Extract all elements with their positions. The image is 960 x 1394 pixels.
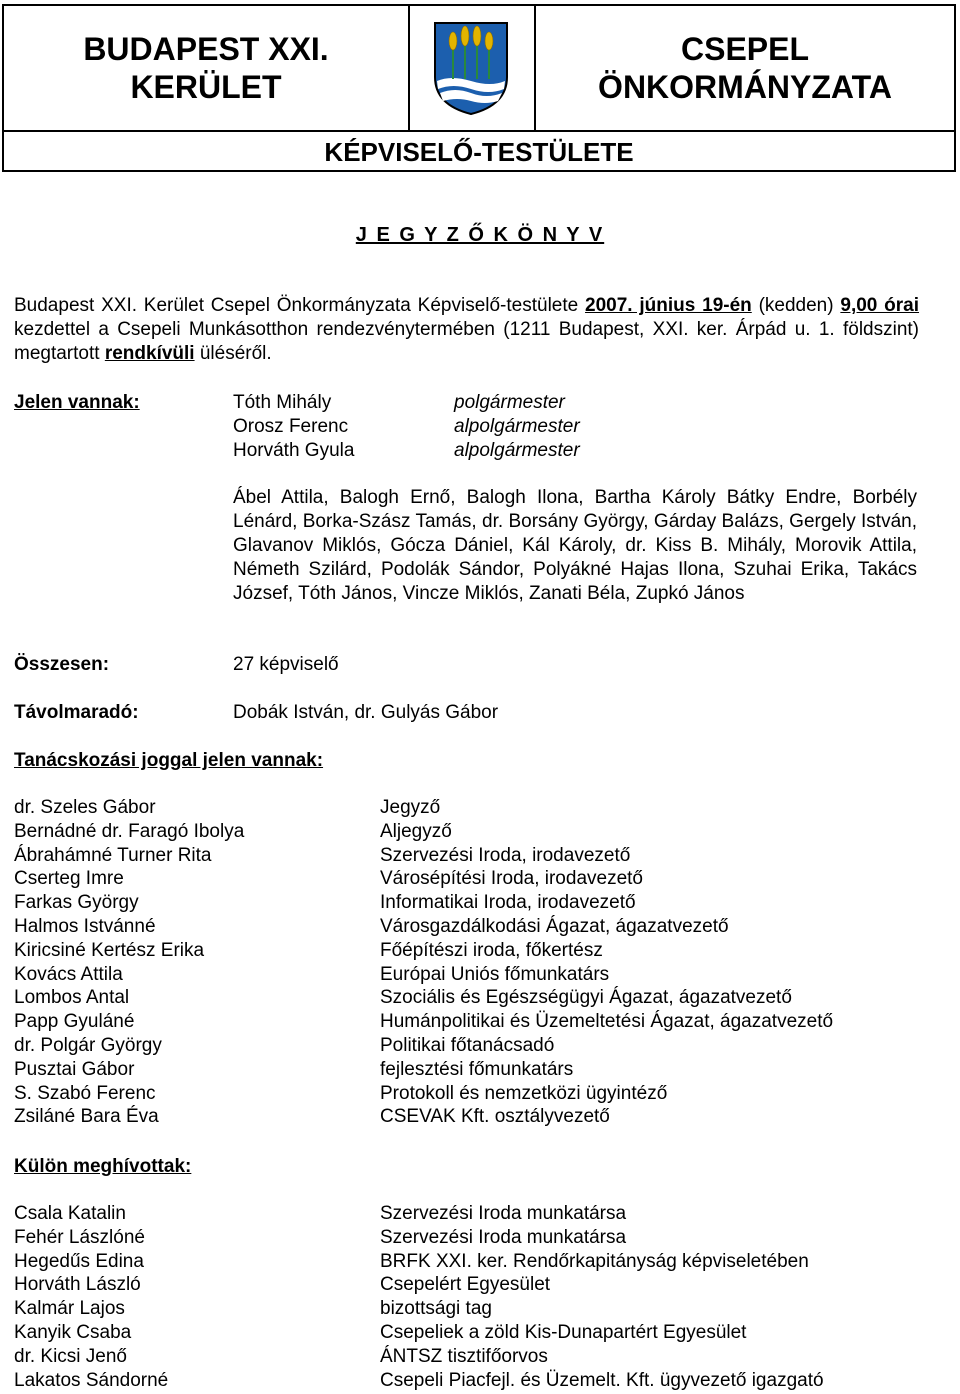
body-name: KÉPVISELŐ-TESTÜLETE xyxy=(4,130,954,172)
invited-name: Horváth László xyxy=(14,1274,141,1296)
advisory-role: Politikai főtanácsadó xyxy=(380,1034,555,1056)
advisory-role: Városépítési Iroda, irodavezető xyxy=(380,868,643,890)
advisory-name: Pusztai Gábor xyxy=(14,1058,135,1080)
advisory-role: Szervezési Iroda, irodavezető xyxy=(380,844,631,866)
advisory-role: Jegyző xyxy=(380,797,441,818)
invited-role: Csepeli Piacfejl. és Üzemelt. Kft. ügyvezető igazgató xyxy=(380,1369,824,1391)
invited-role: Szervezési Iroda munkatársa xyxy=(380,1226,627,1248)
letterhead xyxy=(2,4,956,172)
advisory-name: dr. Polgár György xyxy=(14,1034,162,1056)
advisory-name: Lombos Antal xyxy=(14,987,130,1009)
advisory-name: Kovács Attila xyxy=(14,963,123,985)
advisory-name: Papp Gyuláné xyxy=(14,1011,135,1033)
invited-role: Csepelért Egyesület xyxy=(380,1274,551,1296)
district-name: BUDAPEST XXI. KERÜLET xyxy=(4,6,410,130)
advisory-name: Zsiláné Bara Éva xyxy=(14,1106,159,1128)
leader-role: polgármester xyxy=(454,392,565,413)
leader-role: alpolgármester xyxy=(454,415,580,437)
advisory-role: Városgazdálkodási Ágazat, ágazatvezető xyxy=(380,915,729,937)
advisory-role: Informatikai Iroda, irodavezető xyxy=(380,892,636,914)
advisory-role: Humánpolitikai és Üzemeltetési Ágazat, ágazatvezető xyxy=(380,1011,834,1033)
leader-name: Tóth Mihály xyxy=(233,392,332,413)
intro-paragraph xyxy=(14,294,919,366)
advisory-roles xyxy=(380,796,833,1129)
invited-name: Lakatos Sándorné xyxy=(14,1369,169,1391)
invited-name: dr. Kicsi Jenő xyxy=(14,1345,127,1367)
advisory-name: dr. Szeles Gábor xyxy=(14,797,156,818)
advisory-role: Aljegyző xyxy=(380,820,452,842)
intro-text-2: (kedden) xyxy=(751,295,841,316)
invited-role: BRFK XXI. ker. Rendőrkapitányság képviseletében xyxy=(380,1250,809,1272)
advisory-role: Szociális és Egészségügyi Ágazat, ágazatvezető xyxy=(380,987,792,1009)
invited-name: Csala Katalin xyxy=(14,1203,126,1224)
advisory-name: S. Szabó Ferenc xyxy=(14,1082,156,1104)
absent-value: Dobák István, dr. Gulyás Gábor xyxy=(233,702,499,723)
crest-icon xyxy=(431,19,511,117)
invited-role: Csepeliek a zöld Kis-Dunapartért Egyesület xyxy=(380,1321,747,1343)
advisory-name: Cserteg Imre xyxy=(14,868,124,890)
invited-names xyxy=(14,1202,168,1392)
leaders-roles xyxy=(454,391,580,462)
coat-of-arms xyxy=(408,6,536,130)
advisory-name: Kiricsiné Kertész Erika xyxy=(14,939,205,961)
advisory-name: Farkas György xyxy=(14,892,139,914)
present-label: Jelen vannak: xyxy=(14,392,140,413)
invited-role: Szervezési Iroda munkatársa xyxy=(380,1203,627,1224)
meeting-kind: rendkívüli xyxy=(104,343,195,364)
document-title: J E G Y Z Ő K Ö N Y V xyxy=(355,224,605,246)
intro-text-3: kezdettel a Csepeli Munkásotthon rendezvénytermében (1211 Budapest, XXI. ker. Árpád u. 1. földszint) megtartott xyxy=(14,319,919,364)
leader-role: alpolgármester xyxy=(454,439,580,461)
advisory-role: fejlesztési főmunkatárs xyxy=(380,1058,574,1080)
meeting-date: 2007. június 19-én xyxy=(585,295,752,316)
advisory-name: Ábrahámné Turner Rita xyxy=(14,844,212,866)
advisory-role: CSEVAK Kft. osztályvezető xyxy=(380,1106,610,1128)
advisory-names xyxy=(14,796,244,1129)
meeting-time: 9,00 órai xyxy=(840,295,920,316)
invited-name: Kalmár Lajos xyxy=(14,1298,125,1320)
invited-name: Hegedűs Edina xyxy=(14,1250,144,1272)
advisory-name: Halmos Istvánné xyxy=(14,915,156,937)
advisory-label: Tanácskozási joggal jelen vannak: xyxy=(14,750,324,771)
leaders-names xyxy=(233,391,354,462)
invited-role: bizottsági tag xyxy=(380,1298,492,1320)
total-label: Összesen: xyxy=(14,654,110,675)
invited-name: Fehér Lászlóné xyxy=(14,1226,145,1248)
advisory-role: Főépítészi iroda, főkertész xyxy=(380,939,603,961)
advisory-role: Protokoll és nemzetközi ügyintéző xyxy=(380,1082,668,1104)
intro-text-4: üléséről. xyxy=(194,343,272,364)
advisory-name: Bernádné dr. Faragó Ibolya xyxy=(14,820,245,842)
invited-role: ÁNTSZ tisztifőorvos xyxy=(380,1345,548,1367)
leader-name: Horváth Gyula xyxy=(233,439,355,461)
invited-label: Külön meghívottak: xyxy=(14,1156,192,1177)
advisory-role: Európai Uniós főmunkatárs xyxy=(380,963,610,985)
intro-text-1: Budapest XXI. Kerület Csepel Önkormányzata Képviselő-testülete xyxy=(14,295,586,316)
invited-name: Kanyik Csaba xyxy=(14,1321,132,1343)
leader-name: Orosz Ferenc xyxy=(233,415,349,437)
absent-label: Távolmaradó: xyxy=(14,702,139,723)
total-value: 27 képviselő xyxy=(233,654,339,675)
invited-roles xyxy=(380,1202,824,1392)
municipality-name: CSEPEL ÖNKORMÁNYZATA xyxy=(598,31,892,105)
members-list: Ábel Attila, Balogh Ernő, Balogh Ilona, Bartha Károly Bátky Endre, Borbély Lénárd, Borka-Szász Tamás, dr. Borsány György, Gárday Balázs, Gergely István, Glavanov Miklós, Gócza Dániel, Kál Károly, dr. Kiss B. Mihály, Morovik Attila, Németh Szilárd, Podolák Sándor, Polyákné Hajas Ilona, Szuhai Erika, Takács József, Tóth János, Vincze Miklós, Zanati Béla, Zupkó János xyxy=(233,487,917,604)
